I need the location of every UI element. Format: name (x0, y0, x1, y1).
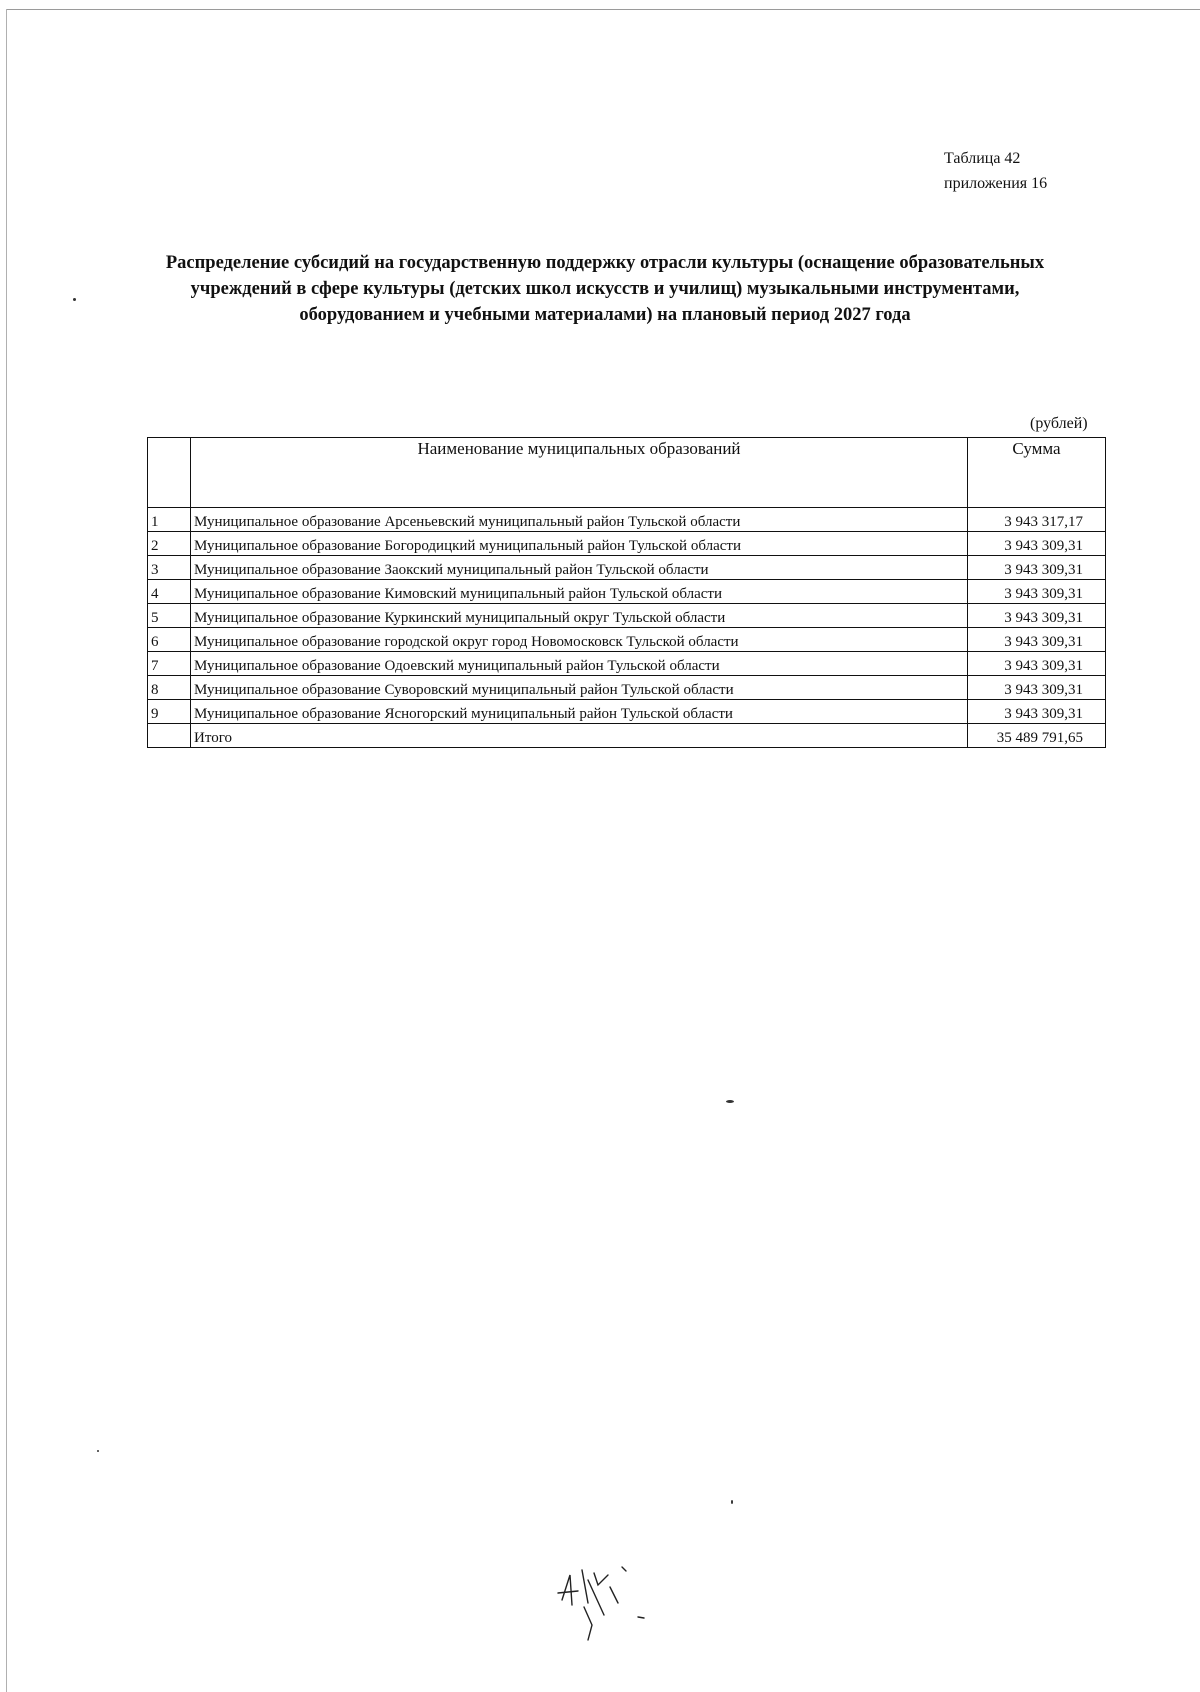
total-row (148, 724, 1106, 748)
units-label: (рублей) (1030, 415, 1088, 432)
municipality-name: Муниципальное образование Кимовский муниципальный район Тульской области (191, 580, 968, 604)
subsidy-amount: 3 943 317,17 (968, 508, 1106, 532)
row-number: 3 (148, 556, 191, 580)
subsidy-amount: 3 943 309,31 (968, 556, 1106, 580)
scan-speck (726, 1100, 734, 1103)
header-sum-cell: Сумма (968, 438, 1106, 508)
municipality-name: Муниципальное образование Заокский муниципальный район Тульской области (191, 556, 968, 580)
row-number: 6 (148, 628, 191, 652)
municipality-name: Муниципальное образование Ясногорский муниципальный район Тульской области (191, 700, 968, 724)
scan-speck (97, 1450, 99, 1452)
subsidy-amount: 3 943 309,31 (968, 652, 1106, 676)
total-amount: 35 489 791,65 (968, 724, 1106, 748)
scan-speck (73, 298, 76, 301)
table-reference (944, 146, 1047, 196)
municipality-name: Муниципальное образование Арсеньевский муниципальный район Тульской области (191, 508, 968, 532)
municipality-name: Муниципальное образование Суворовский муниципальный район Тульской области (191, 676, 968, 700)
row-number: 4 (148, 580, 191, 604)
municipality-name: Муниципальное образование Богородицкий муниципальный район Тульской области (191, 532, 968, 556)
subsidy-amount: 3 943 309,31 (968, 700, 1106, 724)
document-title: Распределение субсидий на государственную поддержку отрасли культуры (оснащение образовательных учреждений в сфере культуры (детских школ искусств и училищ) музыкальными инструментами, оборудованием и учебными материалами) на плановый период 2027 года (165, 253, 1045, 325)
table-row (148, 652, 1106, 676)
row-number: 1 (148, 508, 191, 532)
handwritten-signature (548, 1545, 658, 1650)
row-number: 8 (148, 676, 191, 700)
row-number: 5 (148, 604, 191, 628)
municipality-name: Муниципальное образование городской округ город Новомосковск Тульской области (191, 628, 968, 652)
scan-top-edge (6, 9, 1200, 10)
header-name-cell: Наименование муниципальных образований (191, 438, 968, 508)
subsidy-amount: 3 943 309,31 (968, 580, 1106, 604)
total-number-cell (148, 724, 191, 748)
table-row (148, 700, 1106, 724)
table-label: Таблица 42 (944, 150, 1021, 167)
subsidy-amount: 3 943 309,31 (968, 676, 1106, 700)
subsidy-table (147, 437, 1106, 748)
municipality-name: Муниципальное образование Куркинский муниципальный округ Тульской области (191, 604, 968, 628)
table-row (148, 508, 1106, 532)
row-number: 2 (148, 532, 191, 556)
scan-speck (731, 1500, 733, 1504)
subsidy-amount: 3 943 309,31 (968, 628, 1106, 652)
subsidy-amount: 3 943 309,31 (968, 604, 1106, 628)
appendix-label: приложения 16 (944, 175, 1048, 192)
subsidy-amount: 3 943 309,31 (968, 532, 1106, 556)
row-number: 7 (148, 652, 191, 676)
table-row (148, 532, 1106, 556)
total-label: Итого (191, 724, 968, 748)
header-number-cell (148, 438, 191, 508)
table-header-row (148, 438, 1106, 508)
table-row (148, 676, 1106, 700)
table-row (148, 604, 1106, 628)
scan-left-edge (6, 9, 7, 1692)
table-row (148, 628, 1106, 652)
municipality-name: Муниципальное образование Одоевский муниципальный район Тульской области (191, 652, 968, 676)
table-row (148, 556, 1106, 580)
row-number: 9 (148, 700, 191, 724)
table-row (148, 580, 1106, 604)
